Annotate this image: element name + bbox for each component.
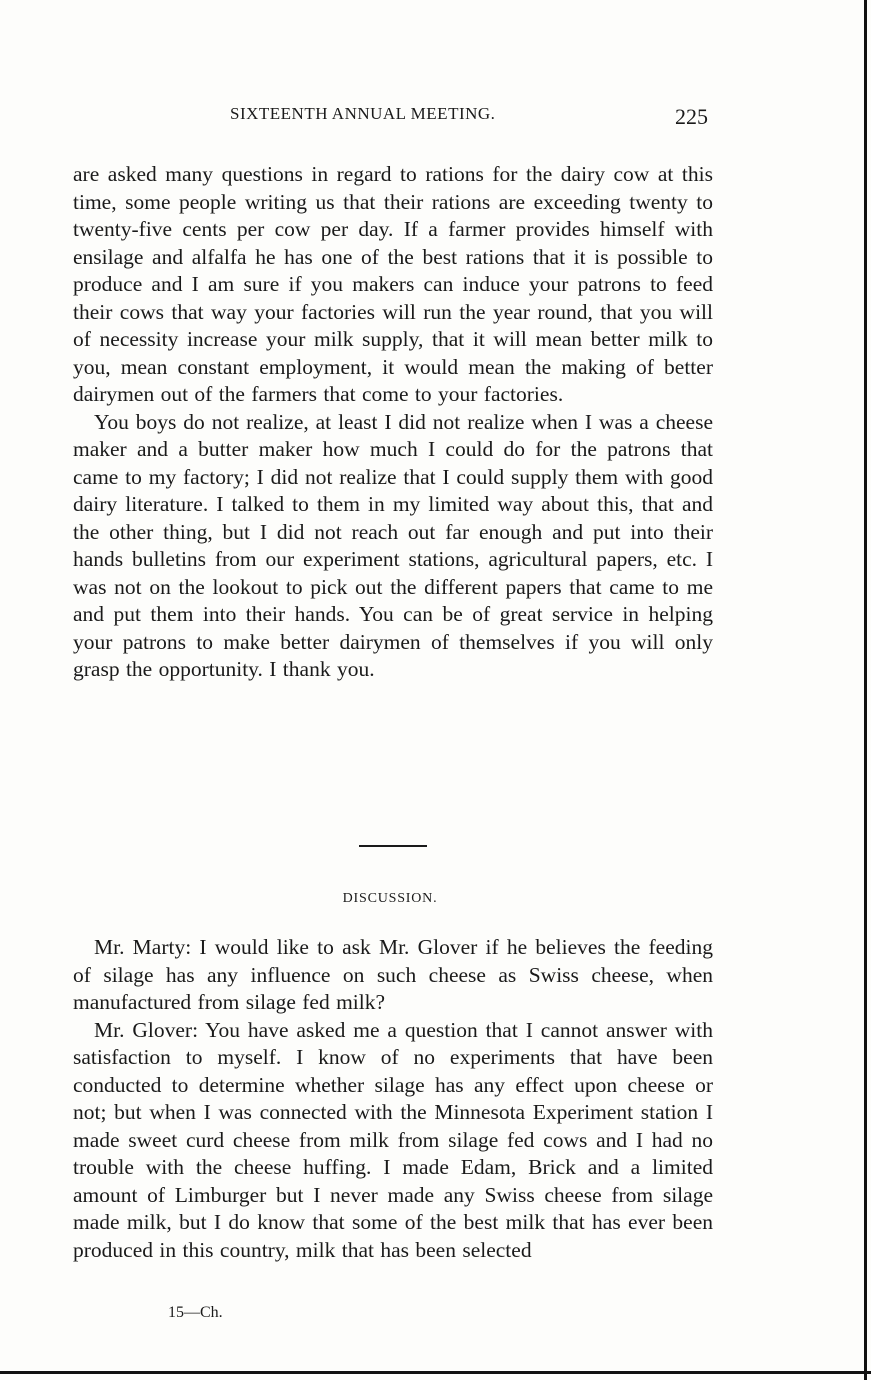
page-number: 225 [675,104,708,129]
discussion-paragraph-marty: Mr. Marty: I would like to ask Mr. Glover if he believes the feeding of silage has any influence on such cheese as Swiss cheese, when manufactured from silage fed milk? [73,935,713,1014]
section-separator-rule [359,845,427,847]
scan-edge-right [864,0,867,1380]
scan-edge-bottom [0,1371,871,1374]
discussion-paragraph-glover: Mr. Glover: You have asked me a question that I cannot answer with satisfaction to myself. I know of no experiments that have been conducted to determine whether silage has any effect upon cheese or not; but when I was connected with the Minnesota Experiment station I made sweet curd cheese from milk from silage fed cows and I had no trouble with the cheese huffing. I made Edam, Brick and a limited amount of Limburger but I never made any Swiss cheese from silage made milk, but I do know that some of the best milk that has ever been produced in this country, milk that has been selected [73,1017,713,1262]
running-head: SIXTEENTH ANNUAL MEETING. [230,104,496,123]
discussion-heading: DISCUSSION. [342,891,438,906]
signature-mark: 15—Ch. [168,1304,223,1321]
continued-paragraph: are asked many questions in regard to rations for the dairy cow at this time, some people writing us that their rations are exceeding twenty to twenty-five cents per cow per day. If a farmer provides himself with ensilage and alfalfa he has one of the best rations that it is possible to produce and I am sure if you makers can induce your patrons to feed their cows that way your factories will run the year round, that you will of necessity increase your milk supply, that it will mean better milk to you, mean constant employment, it would mean the making of better dairymen out of the farmers that come to your factories. [73,162,713,406]
speech-text [73,161,713,684]
closing-paragraph: You boys do not realize, at least I did not realize when I was a cheese maker and a butter maker how much I could do for the patrons that came to my factory; I did not realize that I could supply them with good dairy literature. I talked to them in my limited way about this, that and the other thing, but I did not reach out far enough and put into their hands bulletins from our experiment stations, agricultural papers, etc. I was not on the lookout to pick out the different papers that came to me and put them into their hands. You can be of great service in helping your patrons to make better dairymen of themselves if you will only grasp the opportunity. I thank you. [73,409,713,681]
discussion-text [73,934,713,1264]
